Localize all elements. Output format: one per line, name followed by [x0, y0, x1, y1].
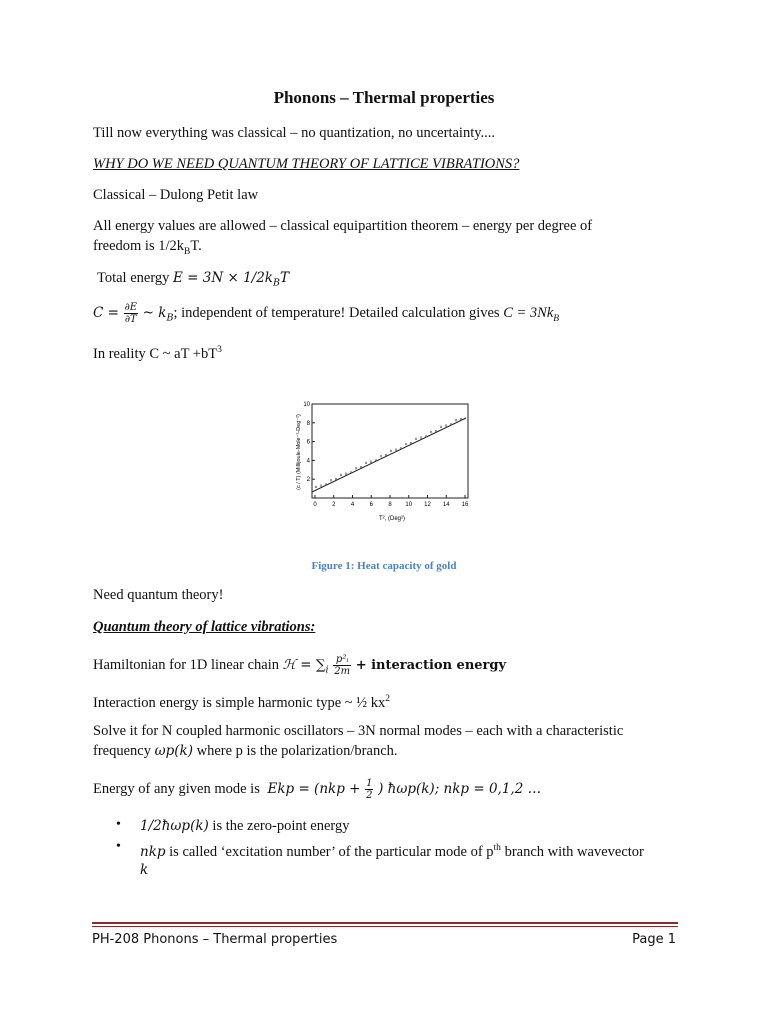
bullet-excitation-line-2: k: [140, 862, 149, 878]
equipartition-line-1: All energy values are allowed – classical equipartition theorem – energy per degree of: [93, 218, 593, 234]
solve-line-2: frequency ωp(k) where p is the polarization/branch.: [93, 743, 398, 759]
fit-line: [312, 418, 466, 492]
data-point: [420, 437, 422, 439]
y-tick-label: 8: [306, 420, 310, 427]
y-tick-label: 4: [306, 458, 310, 465]
data-point: [435, 430, 437, 432]
y-ticks: [303, 402, 315, 483]
interaction-line: Interaction energy is simple harmonic type ~ ½ $kx^2$: [93, 694, 391, 711]
x-tick-label: 8: [388, 502, 392, 508]
total-energy-line: Total energy $E = 3N \times 1/2k_BT$: [97, 270, 289, 289]
data-point: [445, 425, 447, 427]
y-axis-label: (c / T) (Millijoule-Mole⁻¹-Deg⁻²): [296, 414, 302, 490]
derivative-fraction: $\frac{\partial E}{\partial T}$: [124, 302, 138, 325]
reality-line: In reality C ~ aT $+bT^3$: [93, 345, 222, 362]
data-point: [330, 479, 332, 481]
solve-line-1: Solve it for N coupled harmonic oscillators – 3N normal modes – each with a characteristic: [93, 723, 624, 739]
x-tick-label: 14: [442, 502, 450, 508]
data-point: [345, 473, 347, 475]
data-point: [440, 426, 442, 428]
hamiltonian-line: Hamiltonian for 1D linear chain ℋ = $\sum_i$ $\frac{\text{p²ᵢ}}{2m}$ + interaction energy: [93, 654, 507, 677]
x-tick-label: 16: [461, 502, 469, 508]
x-ticks: [313, 495, 469, 508]
y-tick-label: 10: [303, 402, 310, 408]
quantum-theory-heading: Quantum theory of lattice vibrations:: [93, 619, 316, 635]
bullet-marker: •: [116, 817, 121, 832]
footer-rule: [92, 922, 678, 924]
heat-capacity-figure: [290, 398, 480, 528]
data-point: [455, 419, 457, 421]
y-tick-label: 2: [306, 477, 310, 484]
mode-energy-line: Energy of any given mode is Ekp = (nkp + $\frac{1}{2}$ ) ħωp(k); nkp = 0,1,2 …: [93, 778, 542, 801]
data-point: [315, 486, 317, 488]
total-energy-equation: $E = 3N \times 1/2k_BT$: [173, 270, 289, 289]
y-tick-label: 6: [306, 439, 310, 446]
data-point: [430, 431, 432, 433]
need-quantum-line: Need quantum theory!: [93, 587, 224, 603]
data-point: [410, 442, 412, 444]
x-axis-label: T², (Deg²): [379, 516, 405, 522]
data-point: [405, 443, 407, 445]
data-points: [315, 418, 462, 488]
data-point: [370, 461, 372, 463]
data-point: [395, 449, 397, 451]
footer-title: PH-208 Phonons – Thermal properties: [92, 932, 338, 947]
why-quantum-heading: WHY DO WE NEED QUANTUM THEORY OF LATTICE VIBRATIONS?: [93, 156, 520, 172]
hamiltonian-fraction: $\frac{\text{p²ᵢ}}{2m}$: [334, 654, 351, 677]
data-point: [385, 454, 387, 456]
data-point: [460, 418, 462, 420]
footer-rule-thin: [92, 926, 678, 927]
x-tick-label: 0: [313, 502, 317, 508]
bullet-excitation: nkp is called ‘excitation number’ of the particular mode of $p^{th}$ branch with wavevector: [140, 843, 644, 860]
x-tick-label: 2: [332, 502, 336, 508]
classical-line: Classical – Dulong Petit law: [93, 187, 259, 203]
bullet-marker: •: [116, 839, 121, 854]
intro-line: Till now everything was classical – no quantization, no uncertainty....: [93, 125, 496, 141]
x-tick-label: 12: [424, 502, 431, 508]
data-point: [355, 467, 357, 469]
heat-capacity-line: C = $\frac{\partial E}{\partial T}$ ~ $k_B$; independent of temperature! Detailed calculation gives $C = 3Nk_B$: [93, 302, 560, 325]
data-point: [365, 462, 367, 464]
x-tick-label: 10: [405, 502, 413, 508]
page-title: Phonons – Thermal properties: [273, 88, 495, 107]
data-point: [415, 438, 417, 440]
figure-caption: Figure 1: Heat capacity of gold: [311, 560, 457, 572]
data-point: [360, 466, 362, 468]
data-point: [335, 478, 337, 480]
equipartition-line-2: freedom is $1/2k_BT$.: [93, 238, 202, 257]
page-number: Page 1: [632, 932, 676, 947]
half-fraction: $\frac{1}{2}$: [366, 778, 373, 801]
data-point: [380, 455, 382, 457]
x-tick-label: 6: [369, 502, 373, 508]
bullet-zero-point: 1/2ħωp(k) is the zero-point energy: [140, 818, 350, 834]
data-point: [340, 474, 342, 476]
data-point: [390, 450, 392, 452]
data-point: [320, 485, 322, 487]
x-tick-label: 4: [350, 502, 355, 508]
